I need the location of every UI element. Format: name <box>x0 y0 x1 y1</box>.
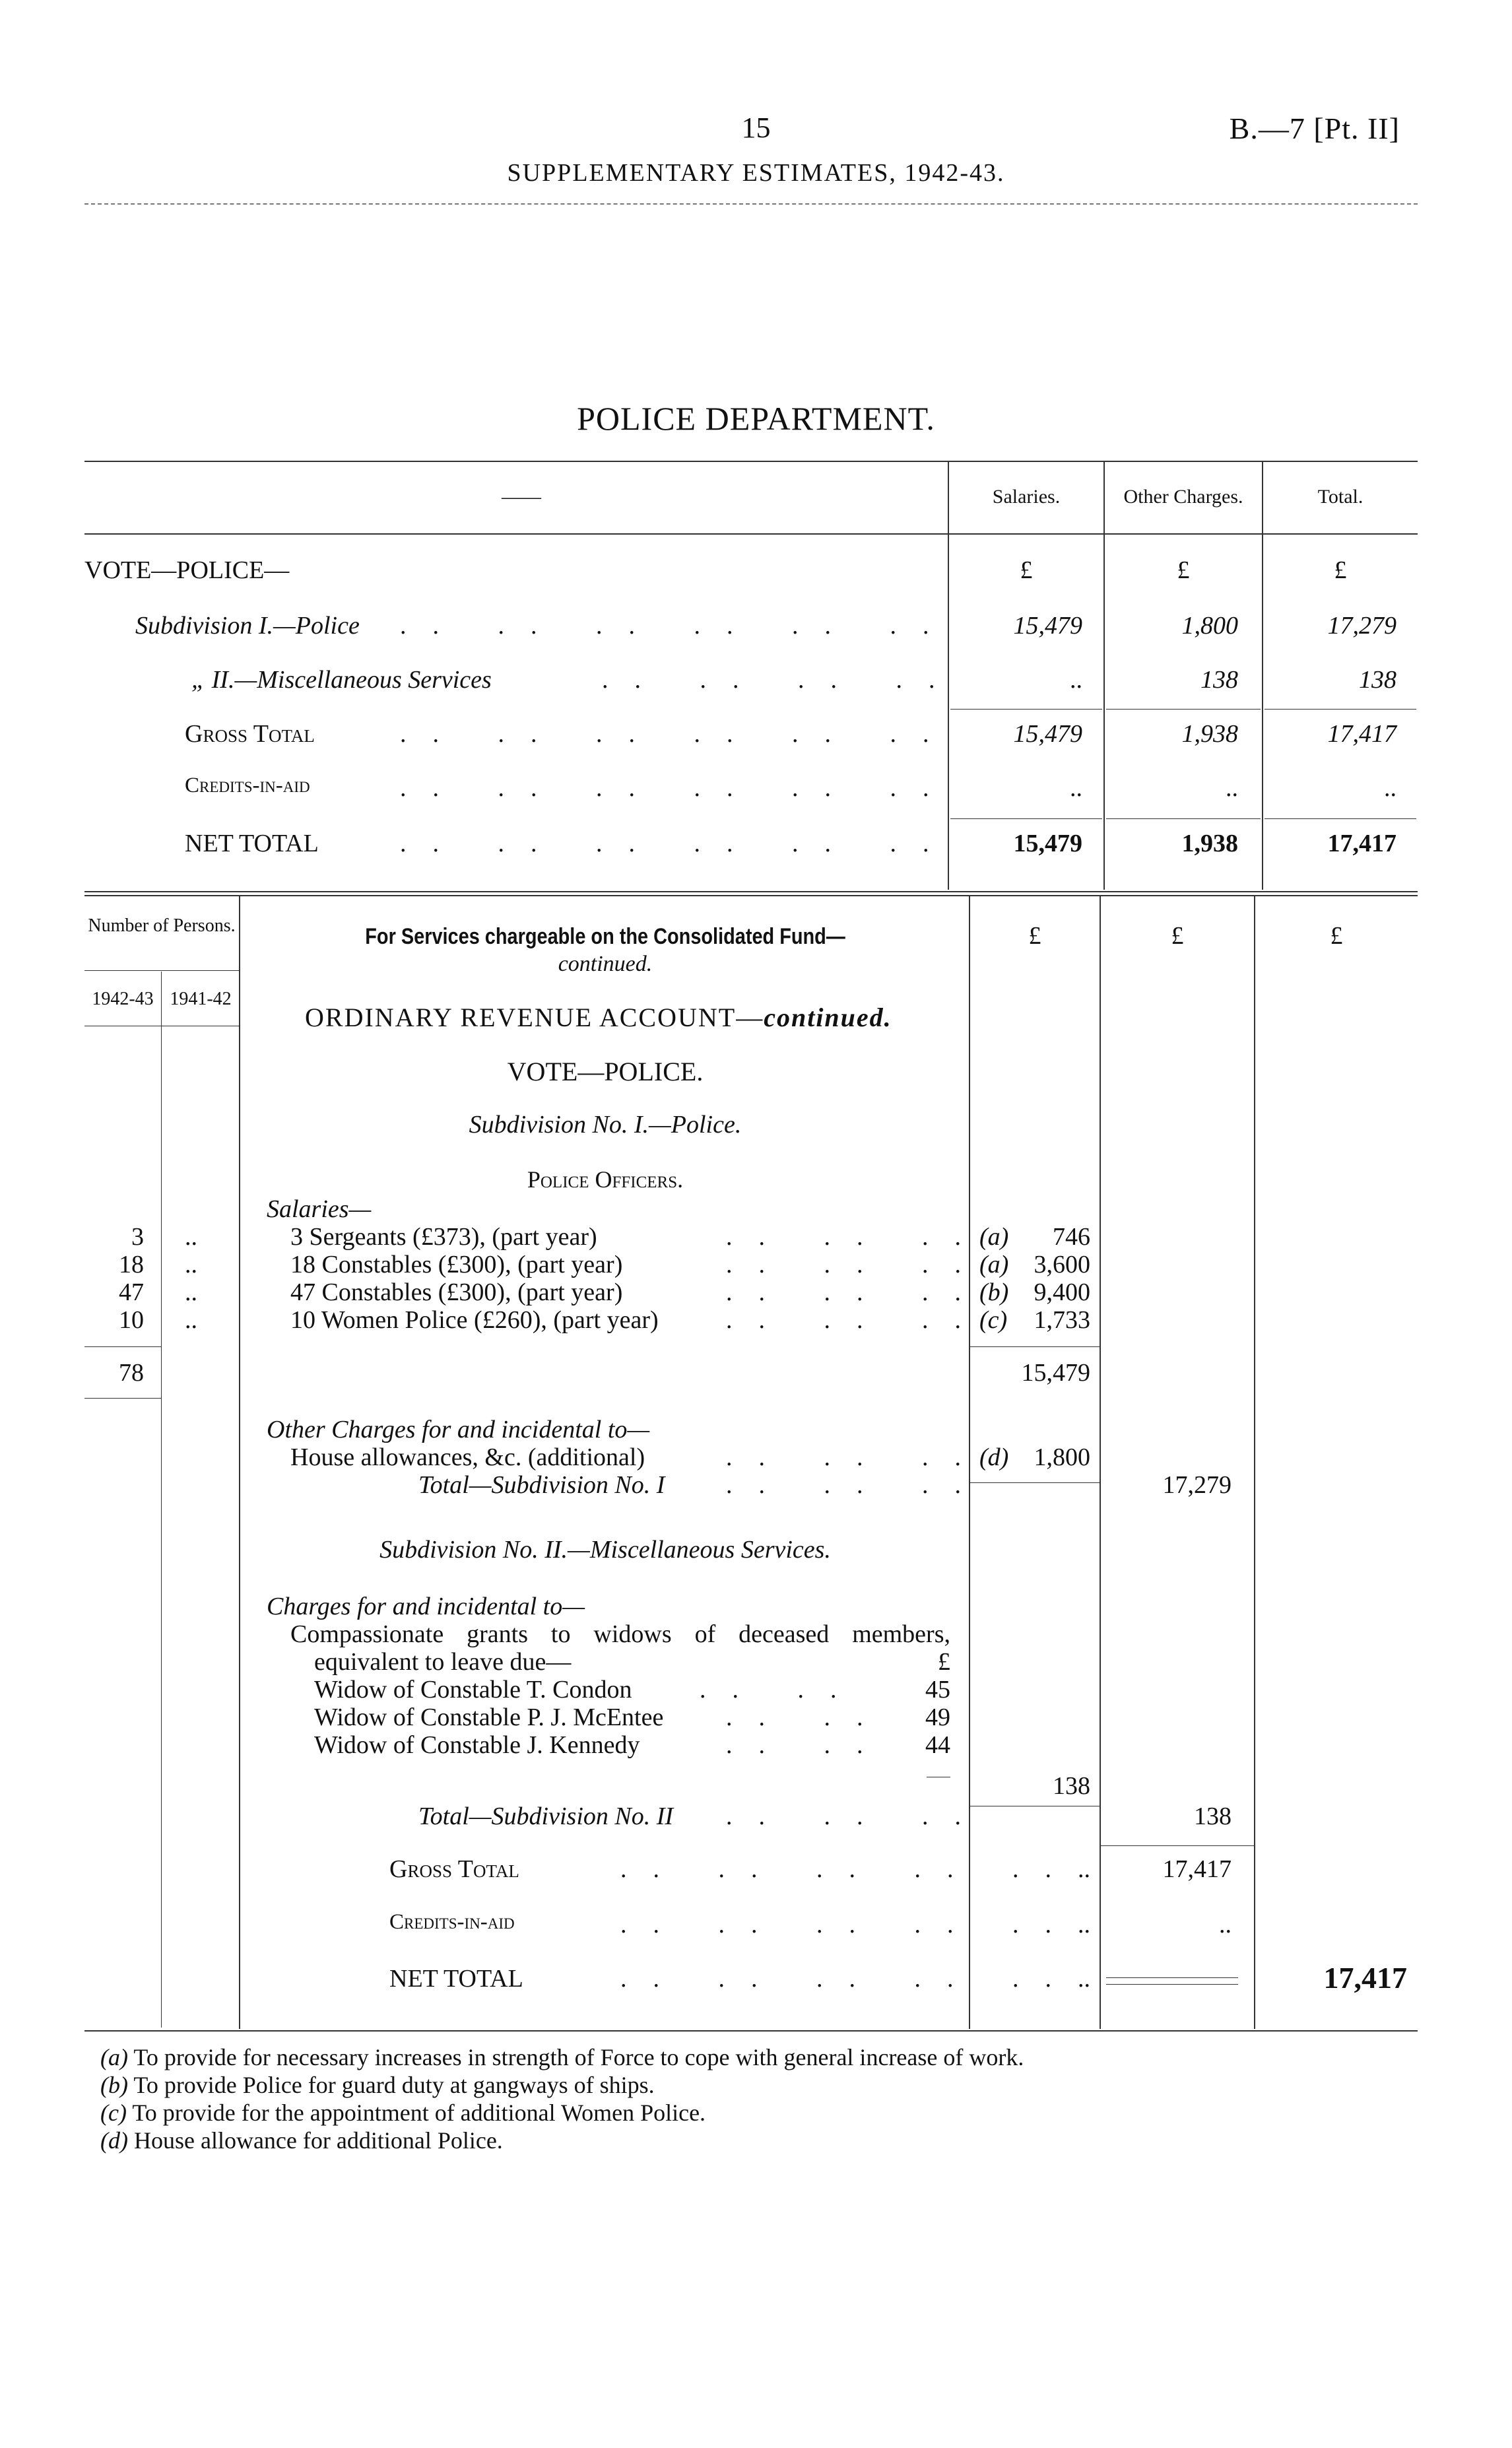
col-salaries-header: Salaries. <box>992 486 1061 508</box>
department-title: POLICE DEPARTMENT. <box>577 400 935 437</box>
number-of-persons-header: Number of Persons. <box>88 915 236 936</box>
summary-salaries-value: 15,479 <box>1013 720 1082 748</box>
leader-dots: .. .. .. .. .. <box>620 1855 1078 1883</box>
persons-header-rule <box>84 970 239 971</box>
persons-1942: 3 <box>131 1223 144 1251</box>
total-sub2-label: Total—Subdivision No. II <box>418 1803 674 1830</box>
footnote-mark: (d) <box>100 2127 128 2154</box>
summary-other-value: .. <box>1226 774 1238 802</box>
persons-1941: .. <box>185 1251 197 1278</box>
detail-bottom-rule <box>84 2030 1418 2032</box>
net-total-value: 17,417 <box>1323 1961 1407 1995</box>
footnote-mark: (a) <box>100 2044 128 2070</box>
other-charges-label: Other Charges for and incidental to— <box>267 1416 650 1443</box>
subdivision-2-heading: Subdivision No. II.—Miscellaneous Services. <box>379 1536 831 1564</box>
summary-row-label: Credits-in-aid <box>185 774 310 797</box>
summary-bottom-rule <box>84 891 1418 892</box>
persons-1941: .. <box>185 1223 197 1251</box>
leader-dots: .. .. .. <box>726 1306 987 1334</box>
col-total-header: Total. <box>1317 486 1364 508</box>
summary-other-value: 138 <box>1200 666 1238 694</box>
summary-salaries-value: 15,479 <box>1013 830 1082 857</box>
salary-amount: 1,733 <box>1034 1306 1090 1334</box>
leader-dots: .. .. <box>726 1731 890 1759</box>
sum-rule <box>1106 818 1261 819</box>
leader-dots: .. .. .. <box>726 1803 987 1830</box>
detail-top-rule <box>84 895 1418 896</box>
summary-other-value: 1,938 <box>1181 830 1238 857</box>
pound-sign: £ <box>1171 922 1184 950</box>
leader-dots: .. .. .. <box>726 1278 987 1306</box>
gross-total-label: Gross Total <box>389 1855 519 1883</box>
note-marker: (a) <box>979 1251 1009 1278</box>
leader-dots: .. .. .. .. .. .. <box>400 830 956 857</box>
persons-1942: 47 <box>119 1278 144 1306</box>
pound-sign: £ <box>938 1648 950 1676</box>
charges-label: Charges for and incidental to— <box>267 1593 585 1620</box>
compassionate-line-2: equivalent to leave due— <box>314 1648 572 1676</box>
leader-dots: .. .. .. .. .. .. <box>400 720 956 748</box>
footnote-text: To provide for the appointment of additional Women Police. <box>132 2100 706 2126</box>
gross-salaries-dots: .. <box>1078 1855 1090 1883</box>
credits-label: Credits-in-aid <box>389 1910 515 1934</box>
header-rule <box>84 203 1418 205</box>
summary-total-value: 17,279 <box>1327 612 1397 640</box>
document-reference: B.—7 [Pt. II] <box>1229 112 1400 145</box>
summary-row-label: „ II.—Miscellaneous Services <box>191 666 492 694</box>
widow-amount: 44 <box>925 1731 950 1759</box>
salary-item-label: 10 Women Police (£260), (part year) <box>290 1306 659 1334</box>
house-amount: 1,800 <box>1034 1443 1090 1471</box>
leader-dots: .. .. .. .. .. .. <box>400 612 956 640</box>
leader-dots: .. .. .. .. .. .. <box>400 774 956 802</box>
salaries-sum-rule <box>970 1346 1100 1347</box>
total-sub2-value: 138 <box>1194 1803 1232 1830</box>
note-marker: (c) <box>979 1306 1008 1334</box>
widow-amount: 45 <box>925 1676 950 1704</box>
net-total-rule <box>1106 1984 1238 1985</box>
pound-sign: £ <box>1177 556 1190 584</box>
footnote <box>100 2071 655 2099</box>
summary-row-label: Gross Total <box>185 720 315 748</box>
footnote-text: To provide Police for guard duty at gangways of ships. <box>133 2072 655 2098</box>
net-total-label: NET TOTAL <box>389 1965 523 1993</box>
persons-1942: 10 <box>119 1306 144 1334</box>
sum-rule <box>1106 709 1261 710</box>
net-total-rule <box>1106 1977 1238 1978</box>
persons-1941: .. <box>185 1306 197 1334</box>
salary-amount: 3,600 <box>1034 1251 1090 1278</box>
salary-amount: 9,400 <box>1034 1278 1090 1306</box>
persons-1942: 18 <box>119 1251 144 1278</box>
gross-total-value: 17,417 <box>1162 1855 1232 1883</box>
compassionate-line-1: Compassionate grants to widows of deceased members, <box>290 1620 950 1648</box>
police-officers-heading: Police Officers. <box>527 1166 684 1193</box>
detail-col-divider <box>239 896 240 2029</box>
footnote <box>100 2099 706 2127</box>
sum-rule <box>1265 818 1416 819</box>
services-heading: For Services chargeable on the Consolidated Fund— <box>365 924 845 949</box>
col-other-header: Other Charges. <box>1123 486 1243 508</box>
subdivision-1-heading: Subdivision No. I.—Police. <box>469 1111 742 1139</box>
sum-rule <box>950 818 1102 819</box>
summary-salaries-value: .. <box>1070 666 1082 694</box>
summary-other-value: 1,800 <box>1181 612 1238 640</box>
ordinary-revenue-continued: continued. <box>764 1003 892 1032</box>
persons-sum-rule <box>84 1346 161 1347</box>
summary-row-label: NET TOTAL <box>185 830 319 857</box>
summary-col-divider <box>1103 462 1105 890</box>
vote-police-heading: VOTE—POLICE. <box>507 1057 704 1086</box>
salary-item-label: 3 Sergeants (£373), (part year) <box>290 1223 597 1251</box>
footnote-text: House allowance for additional Police. <box>133 2127 503 2154</box>
note-marker: (a) <box>979 1223 1009 1251</box>
ordinary-revenue-label: ORDINARY REVENUE ACCOUNT— <box>305 1003 764 1032</box>
footnote <box>100 2127 503 2154</box>
leader-dots: .. .. .. .. .. <box>620 1965 1078 1993</box>
summary-other-value: 1,938 <box>1181 720 1238 748</box>
widow-label: Widow of Constable P. J. McEntee <box>314 1704 664 1731</box>
vote-label: VOTE—POLICE— <box>84 556 290 584</box>
pound-sign: £ <box>1020 556 1033 584</box>
services-continued: continued. <box>558 952 653 976</box>
total-sub1-label: Total—Subdivision No. I <box>418 1471 665 1499</box>
leader-dots: .. .. .. <box>726 1251 987 1278</box>
total-sub1-value: 17,279 <box>1162 1471 1232 1499</box>
page-number: 15 <box>741 112 771 144</box>
leader-dots: .. .. .. <box>726 1471 987 1499</box>
summary-dash: —— <box>502 486 541 508</box>
summary-col-divider <box>1262 462 1263 890</box>
persons-1941: .. <box>185 1278 197 1306</box>
widow-label: Widow of Constable J. Kennedy <box>314 1731 640 1759</box>
footnote-mark: (b) <box>100 2072 128 2098</box>
year-1941-header: 1941-42 <box>170 989 232 1009</box>
persons-year-divider <box>161 972 162 2028</box>
summary-total-value: .. <box>1384 774 1397 802</box>
summary-total-value: 17,417 <box>1327 830 1397 857</box>
note-marker: (b) <box>979 1278 1009 1306</box>
footnote-text: To provide for necessary increases in strength of Force to cope with general increase of work. <box>133 2044 1024 2070</box>
net-salaries-dots: .. <box>1078 1965 1090 1993</box>
sum-rule <box>1265 709 1416 710</box>
salaries-total: 15,479 <box>1021 1359 1090 1387</box>
footnote <box>100 2043 1024 2071</box>
summary-top-rule <box>84 461 1418 462</box>
sum-rule <box>950 709 1102 710</box>
salary-item-label: 18 Constables (£300), (part year) <box>290 1251 623 1278</box>
leader-dots: .. .. .. .. <box>602 666 962 694</box>
pound-sign: £ <box>1334 556 1347 584</box>
leader-dots: .. .. .. <box>726 1443 987 1471</box>
credits-salaries-dots: .. <box>1078 1911 1090 1938</box>
leader-dots: .. .. .. .. .. <box>620 1911 1078 1938</box>
detail-col-divider <box>1254 896 1255 2029</box>
sum-rule <box>1101 1845 1254 1846</box>
summary-total-value: 138 <box>1359 666 1397 694</box>
summary-total-value: 17,417 <box>1327 720 1397 748</box>
salary-amount: 746 <box>1053 1223 1090 1251</box>
pound-sign: £ <box>1330 922 1343 950</box>
document-subtitle: SUPPLEMENTARY ESTIMATES, 1942-43. <box>507 159 1005 187</box>
widow-amount: 49 <box>925 1704 950 1731</box>
ordinary-revenue-account <box>305 1002 892 1033</box>
leader-dots: .. .. <box>700 1676 863 1704</box>
summary-row-label: Subdivision I.—Police <box>135 612 360 640</box>
house-allowances-label: House allowances, &c. (additional) <box>290 1443 645 1471</box>
summary-salaries-value: 15,479 <box>1013 612 1082 640</box>
salaries-label: Salaries— <box>267 1195 372 1223</box>
widow-label: Widow of Constable T. Condon <box>314 1676 632 1704</box>
leader-dots: .. .. .. <box>726 1223 987 1251</box>
note-marker: (d) <box>979 1443 1009 1471</box>
pound-sign: £ <box>1028 922 1041 950</box>
leader-dots: .. .. <box>726 1704 890 1731</box>
sum-rule <box>970 1482 1100 1483</box>
summary-salaries-value: .. <box>1070 774 1082 802</box>
year-1942-header: 1942-43 <box>92 989 154 1009</box>
credits-other-dots: .. <box>1219 1911 1232 1938</box>
footnote-mark: (c) <box>100 2100 127 2126</box>
persons-total: 78 <box>119 1359 144 1387</box>
summary-header-rule <box>84 533 1418 535</box>
salary-item-label: 47 Constables (£300), (part year) <box>290 1278 623 1306</box>
persons-total-rule <box>84 1398 161 1399</box>
widows-total: 138 <box>1053 1772 1090 1800</box>
